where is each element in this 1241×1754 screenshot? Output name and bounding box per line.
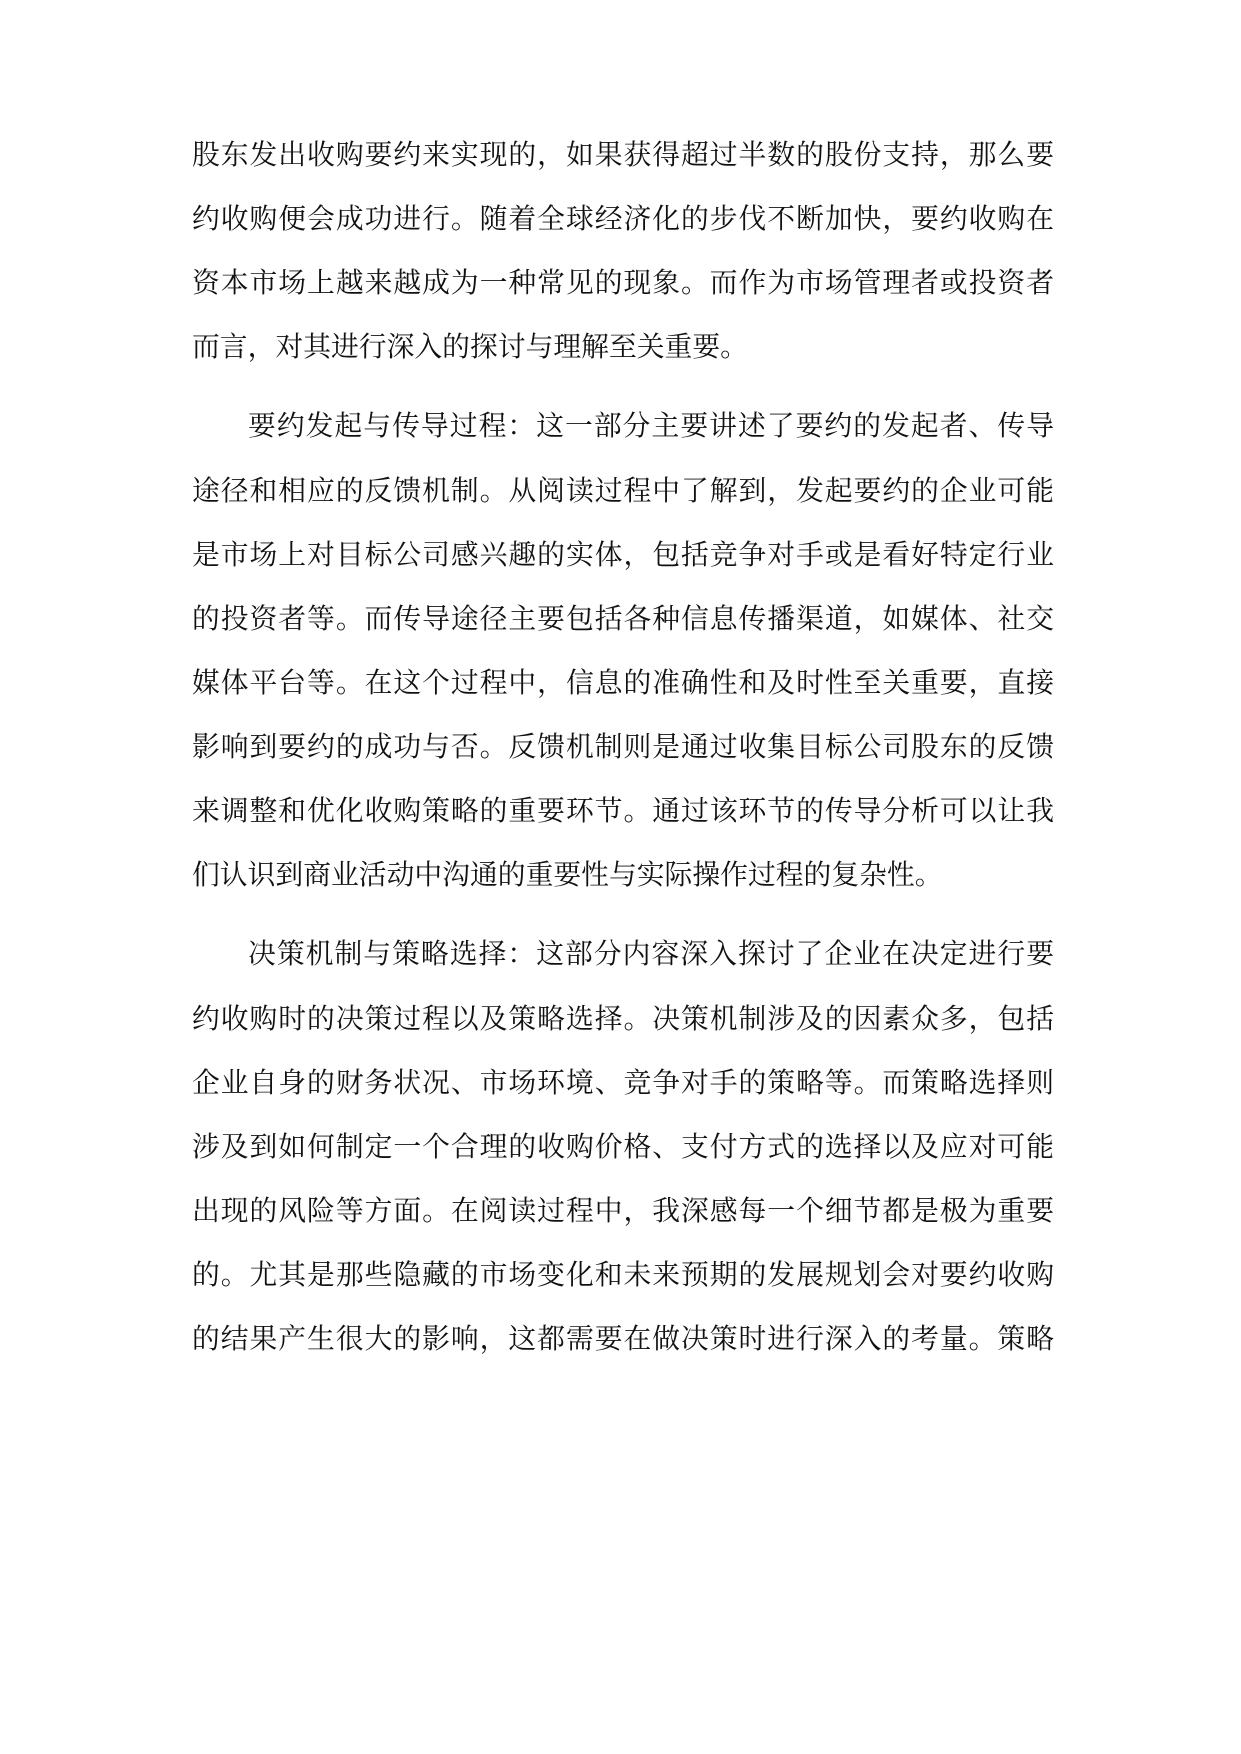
paragraph-line: 影响到要约的成功与否。反馈机制则是通过收集目标公司股东的反馈 [192,730,1054,763]
paragraph-line: 途径和相应的反馈机制。从阅读过程中了解到，发起要约的企业可能 [192,474,1054,507]
paragraph-line: 企业自身的财务状况、市场环境、竞争对手的策略等。而策略选择则 [192,1066,1054,1099]
paragraph-line: 要约发起与传导过程：这一部分主要讲述了要约的发起者、传导 [248,409,1054,442]
paragraph-line: 股东发出收购要约来实现的，如果获得超过半数的股份支持，那么要 [192,138,1054,171]
paragraph-line: 媒体平台等。在这个过程中，信息的准确性和及时性至关重要，直接 [192,666,1054,699]
paragraph-line: 来调整和优化收购策略的重要环节。通过该环节的传导分析可以让我 [192,794,1054,827]
paragraph-line: 的投资者等。而传导途径主要包括各种信息传播渠道，如媒体、社交 [192,602,1054,635]
paragraph-line: 是市场上对目标公司感兴趣的实体，包括竞争对手或是看好特定行业 [192,538,1054,571]
paragraph-line: 约收购便会成功进行。随着全球经济化的步伐不断加快，要约收购在 [192,202,1054,235]
paragraph-line: 的结果产生很大的影响，这都需要在做决策时进行深入的考量。策略 [192,1322,1054,1355]
paragraph-line: 而言，对其进行深入的探讨与理解至关重要。 [192,330,748,363]
paragraph-line: 涉及到如何制定一个合理的收购价格、支付方式的选择以及应对可能 [192,1130,1054,1163]
paragraph-line: 约收购时的决策过程以及策略选择。决策机制涉及的因素众多，包括 [192,1002,1054,1035]
paragraph-line: 出现的风险等方面。在阅读过程中，我深感每一个细节都是极为重要 [192,1194,1054,1227]
paragraph-line: 们认识到商业活动中沟通的重要性与实际操作过程的复杂性。 [192,858,943,891]
paragraph-line: 资本市场上越来越成为一种常见的现象。而作为市场管理者或投资者 [192,266,1054,299]
paragraph-line: 决策机制与策略选择：这部分内容深入探讨了企业在决定进行要 [248,937,1054,970]
paragraph-line: 的。尤其是那些隐藏的市场变化和未来预期的发展规划会对要约收购 [192,1258,1054,1291]
